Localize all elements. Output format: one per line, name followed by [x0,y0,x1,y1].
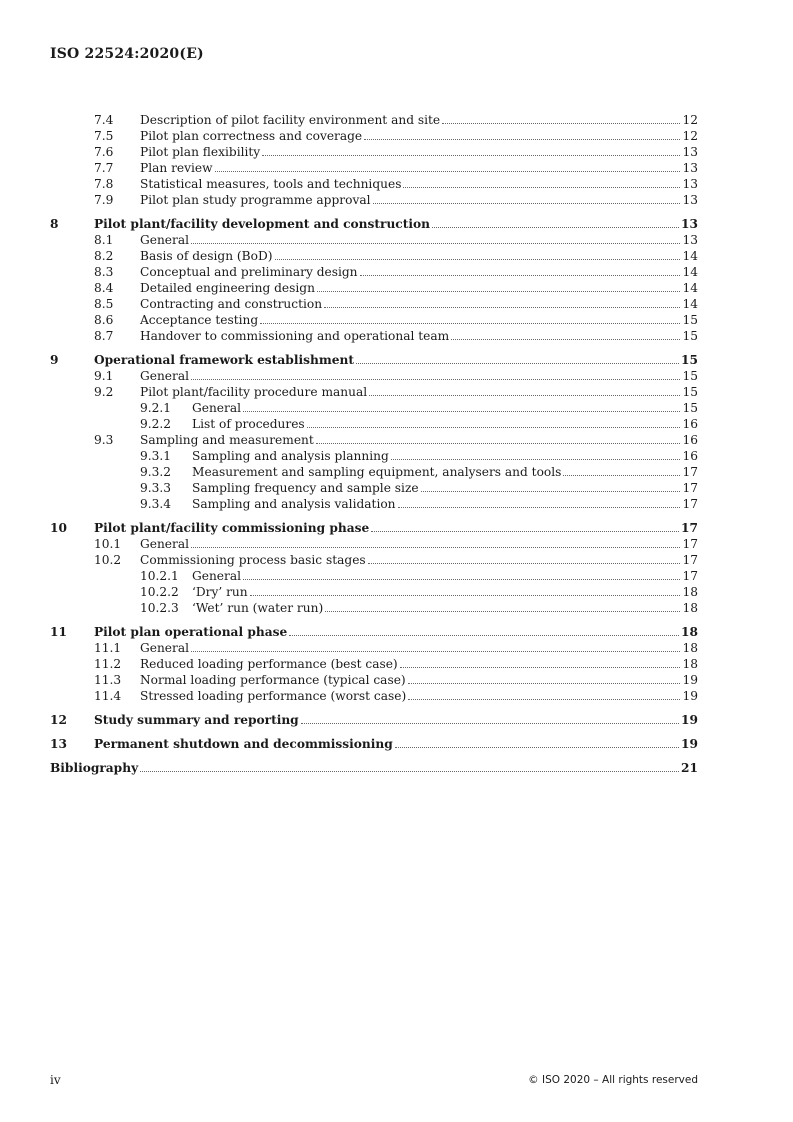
toc-entry-title: General [192,401,241,415]
toc-entry-number: 10.1 [94,537,122,551]
toc-entry-title-line [50,760,698,776]
toc-entry-page: 14 [682,265,698,279]
toc-entry-title: Stressed loading performance (worst case) [140,689,407,703]
toc-entry-title-line [140,368,698,384]
toc-entry-page: 17 [682,497,698,511]
toc-entry-page: 16 [682,433,698,447]
toc-section-gap [50,208,698,216]
toc-entry-title-line [140,176,698,192]
toc-entry[interactable] [50,712,698,728]
toc-entry-page: 15 [682,385,698,399]
toc-entry-page: 18 [682,641,698,655]
toc-entry[interactable] [50,416,698,432]
dot-leader [432,227,679,228]
dot-leader [408,699,680,700]
toc-entry-number: 9 [50,353,59,367]
dot-leader [364,139,680,140]
dot-leader [360,275,681,276]
toc-entry-number: 7.6 [94,145,114,159]
toc-entry[interactable] [50,144,698,160]
toc-entry-title: ‘Wet’ run (water run) [192,601,324,615]
dot-leader [400,667,681,668]
dot-leader [243,411,680,412]
toc-entry[interactable] [50,192,698,208]
dot-leader [421,491,681,492]
toc-entry[interactable] [50,568,698,584]
dot-leader [301,723,679,724]
dot-leader [262,155,680,156]
toc-entry[interactable] [50,480,698,496]
toc-entry-title: Basis of design (BoD) [140,249,273,263]
toc-entry-title: Sampling and analysis planning [192,449,389,463]
toc-entry-number: 7.7 [94,161,114,175]
toc-entry-title: Plan review [140,161,213,175]
toc-entry-title: Pilot plan correctness and coverage [140,129,363,143]
toc-entry-title: Description of pilot facility environment and site [140,113,441,127]
toc-entry-title-line [94,736,698,752]
toc-entry[interactable] [50,688,698,704]
toc-entry-title-line [192,448,698,464]
toc-entry-title: Reduced loading performance (best case) [140,657,398,671]
toc-entry-page: 15 [681,353,698,367]
toc-entry-title-line [140,112,698,128]
toc-entry[interactable] [50,368,698,384]
toc-entry-title: Bibliography [50,761,139,775]
toc-entry-title: Sampling and measurement [140,433,314,447]
toc-entry-title-line [140,328,698,344]
toc-entry[interactable] [50,312,698,328]
toc-entry-page: 13 [682,161,698,175]
toc-entry[interactable] [50,248,698,264]
toc-entry-title: General [140,641,189,655]
dot-leader [316,443,681,444]
dot-leader [325,611,680,612]
toc-entry-title-line [94,352,698,368]
toc-entry-page: 18 [682,657,698,671]
toc-entry-title: Commissioning process basic stages [140,553,366,567]
toc-entry-number: 8.5 [94,297,114,311]
toc-entry-title: Permanent shutdown and decommissioning [94,737,393,751]
toc-entry-number: 8.1 [94,233,114,247]
dot-leader [398,507,681,508]
toc-entry-page: 16 [682,449,698,463]
toc-section-gap [50,704,698,712]
toc-entry-page: 17 [682,481,698,495]
toc-entry[interactable] [50,584,698,600]
dot-leader [373,203,681,204]
toc-entry-number: 9.3.1 [140,449,172,463]
toc-entry-page: 12 [682,113,698,127]
toc-entry-page: 14 [682,249,698,263]
dot-leader [215,171,681,172]
toc-entry-page: 13 [682,193,698,207]
dot-leader [260,323,680,324]
toc-entry[interactable] [50,216,698,232]
toc-section-gap [50,752,698,760]
toc-entry-number: 8.7 [94,329,114,343]
toc-entry-title-line [140,688,698,704]
toc-entry-page: 19 [681,737,698,751]
dot-leader [403,187,680,188]
toc-entry-page: 17 [682,537,698,551]
toc-entry-number: 10 [50,521,67,535]
toc-entry-title: List of procedures [192,417,305,431]
toc-entry-title-line [140,432,698,448]
toc-entry-number: 10.2 [94,553,122,567]
dot-leader [391,459,681,460]
toc-entry[interactable] [50,176,698,192]
toc-entry-title-line [140,384,698,400]
toc-entry-page: 15 [682,329,698,343]
toc-entry-title: Detailed engineering design [140,281,315,295]
toc-entry-page: 13 [682,145,698,159]
dot-leader [451,339,680,340]
toc-entry-number: 9.2.2 [140,417,172,431]
toc-entry[interactable] [50,328,698,344]
toc-entry-number: 7.4 [94,113,114,127]
toc-entry-page: 17 [682,553,698,567]
toc-entry-page: 13 [682,177,698,191]
toc-entry-title-line [192,464,698,480]
dot-leader [368,563,681,564]
toc-entry[interactable] [50,496,698,512]
toc-entry-page: 18 [682,601,698,615]
toc-entry-page: 14 [682,297,698,311]
toc-entry[interactable] [50,600,698,616]
toc-entry[interactable] [50,672,698,688]
toc-entry-title-line [140,672,698,688]
toc-entry-title: Pilot plan study programme approval [140,193,371,207]
copyright-notice: © ISO 2020 – All rights reserved [528,1074,698,1086]
toc-entry-title: Measurement and sampling equipment, analysers and tools [192,465,562,479]
toc-entry-number: 9.3.3 [140,481,172,495]
toc-entry-title: General [140,537,189,551]
toc-entry-number: 11.2 [94,657,122,671]
toc-entry-title-line [94,712,698,728]
toc-entry-page: 17 [682,465,698,479]
dot-leader [191,651,680,652]
toc-entry[interactable] [50,464,698,480]
toc-entry-number: 8 [50,217,59,231]
dot-leader [442,123,680,124]
toc-entry-title-line [192,584,698,600]
toc-entry-title-line [192,496,698,512]
toc-entry-title: Pilot plant/facility development and construction [94,217,430,231]
toc-entry[interactable] [50,352,698,368]
toc-entry-page: 12 [682,129,698,143]
toc-entry[interactable] [50,112,698,128]
toc-entry-number: 13 [50,737,67,751]
dot-leader [191,243,680,244]
toc-entry-title: Sampling frequency and sample size [192,481,419,495]
toc-entry-title-line [140,552,698,568]
toc-entry-page: 18 [681,625,698,639]
toc-entry-number: 10.2.1 [140,569,179,583]
toc-entry[interactable] [50,656,698,672]
toc-entry-title: Pilot plan operational phase [94,625,288,639]
toc-entry-page: 19 [681,713,698,727]
toc-entry-title-line [94,624,698,640]
toc-entry-title-line [140,264,698,280]
toc-entry[interactable] [50,536,698,552]
document-header: ISO 22524:2020(E) [50,46,204,62]
toc-entry-title-line [192,416,698,432]
toc-section-gap [50,728,698,736]
toc-entry-title: Contracting and construction [140,297,323,311]
table-of-contents [50,112,698,776]
toc-entry-number: 9.1 [94,369,114,383]
toc-section-gap [50,344,698,352]
dot-leader [140,771,679,772]
toc-entry[interactable] [50,624,698,640]
dot-leader [371,531,679,532]
toc-entry[interactable] [50,520,698,536]
toc-section-gap [50,616,698,624]
toc-entry-number: 8.6 [94,313,114,327]
toc-entry-title: Statistical measures, tools and techniques [140,177,402,191]
toc-entry-title-line [192,600,698,616]
toc-entry[interactable] [50,296,698,312]
dot-leader [250,595,681,596]
dot-leader [275,259,681,260]
dot-leader [563,475,680,476]
toc-entry-title-line [140,128,698,144]
toc-entry-number: 11.3 [94,673,122,687]
toc-entry-title: Pilot plant/facility commissioning phase [94,521,370,535]
toc-entry[interactable] [50,552,698,568]
toc-entry-title-line [140,232,698,248]
toc-entry-title-line [192,400,698,416]
toc-entry-title: Conceptual and preliminary design [140,265,358,279]
toc-entry-number: 12 [50,713,67,727]
toc-entry-title: Handover to commissioning and operational team [140,329,450,343]
toc-entry-title: Pilot plan flexibility [140,145,261,159]
dot-leader [369,395,680,396]
toc-entry-number: 11.1 [94,641,122,655]
toc-entry-number: 8.4 [94,281,114,295]
toc-entry-page: 17 [682,569,698,583]
toc-entry[interactable] [50,384,698,400]
toc-entry[interactable] [50,448,698,464]
toc-entry-title: Acceptance testing [140,313,259,327]
toc-entry-title-line [140,192,698,208]
toc-entry[interactable] [50,432,698,448]
toc-entry[interactable] [50,232,698,248]
toc-entry-title-line [140,248,698,264]
toc-entry-number: 7.5 [94,129,114,143]
toc-entry-number: 10.2.2 [140,585,179,599]
toc-entry-page: 21 [681,761,698,775]
toc-entry-title-line [140,160,698,176]
toc-entry-title: Study summary and reporting [94,713,299,727]
dot-leader [289,635,679,636]
toc-entry[interactable] [50,400,698,416]
toc-entry[interactable] [50,264,698,280]
toc-entry-page: 13 [681,217,698,231]
toc-entry-title-line [140,656,698,672]
toc-entry[interactable] [50,736,698,752]
toc-entry-title: Normal loading performance (typical case) [140,673,406,687]
dot-leader [191,379,680,380]
toc-entry-number: 8.3 [94,265,114,279]
toc-entry-title-line [94,520,698,536]
toc-entry-title: General [140,369,189,383]
dot-leader [395,747,679,748]
dot-leader [307,427,681,428]
dot-leader [356,363,679,364]
toc-entry[interactable] [50,280,698,296]
toc-entry-number: 11 [50,625,67,639]
dot-leader [191,547,680,548]
page-number: iv [50,1073,61,1087]
toc-entry-page: 18 [682,585,698,599]
toc-entry[interactable] [50,640,698,656]
toc-entry-number: 11.4 [94,689,122,703]
toc-entry-title: Pilot plant/facility procedure manual [140,385,368,399]
toc-entry-number: 7.9 [94,193,114,207]
toc-entry-page: 19 [682,673,698,687]
toc-entry-title-line [192,480,698,496]
toc-entry-title: Operational framework establishment [94,353,354,367]
toc-entry-title-line [140,280,698,296]
toc-entry-title: ‘Dry’ run [192,585,248,599]
toc-entry[interactable] [50,128,698,144]
toc-entry[interactable] [50,760,698,776]
toc-entry-number: 8.2 [94,249,114,263]
toc-entry-number: 9.3.2 [140,465,172,479]
toc-entry-number: 9.3.4 [140,497,172,511]
toc-entry-page: 16 [682,417,698,431]
toc-entry-page: 17 [681,521,698,535]
toc-entry-title: General [192,569,241,583]
toc-section-gap [50,512,698,520]
toc-entry-page: 13 [682,233,698,247]
toc-entry-page: 14 [682,281,698,295]
toc-entry-number: 10.2.3 [140,601,179,615]
toc-entry-number: 9.3 [94,433,114,447]
toc-entry-title-line [140,536,698,552]
toc-entry-page: 15 [682,401,698,415]
toc-entry-number: 9.2.1 [140,401,172,415]
toc-entry-page: 19 [682,689,698,703]
toc-entry-title-line [192,568,698,584]
toc-entry-title-line [140,640,698,656]
toc-entry-number: 9.2 [94,385,114,399]
toc-entry-number: 7.8 [94,177,114,191]
toc-entry-page: 15 [682,313,698,327]
dot-leader [324,307,680,308]
dot-leader [317,291,681,292]
toc-entry-title-line [94,216,698,232]
dot-leader [408,683,681,684]
toc-entry-page: 15 [682,369,698,383]
toc-entry-title-line [140,312,698,328]
toc-entry-title-line [140,296,698,312]
toc-entry[interactable] [50,160,698,176]
toc-entry-title: Sampling and analysis validation [192,497,396,511]
dot-leader [243,579,680,580]
toc-entry-title-line [140,144,698,160]
toc-entry-title: General [140,233,189,247]
